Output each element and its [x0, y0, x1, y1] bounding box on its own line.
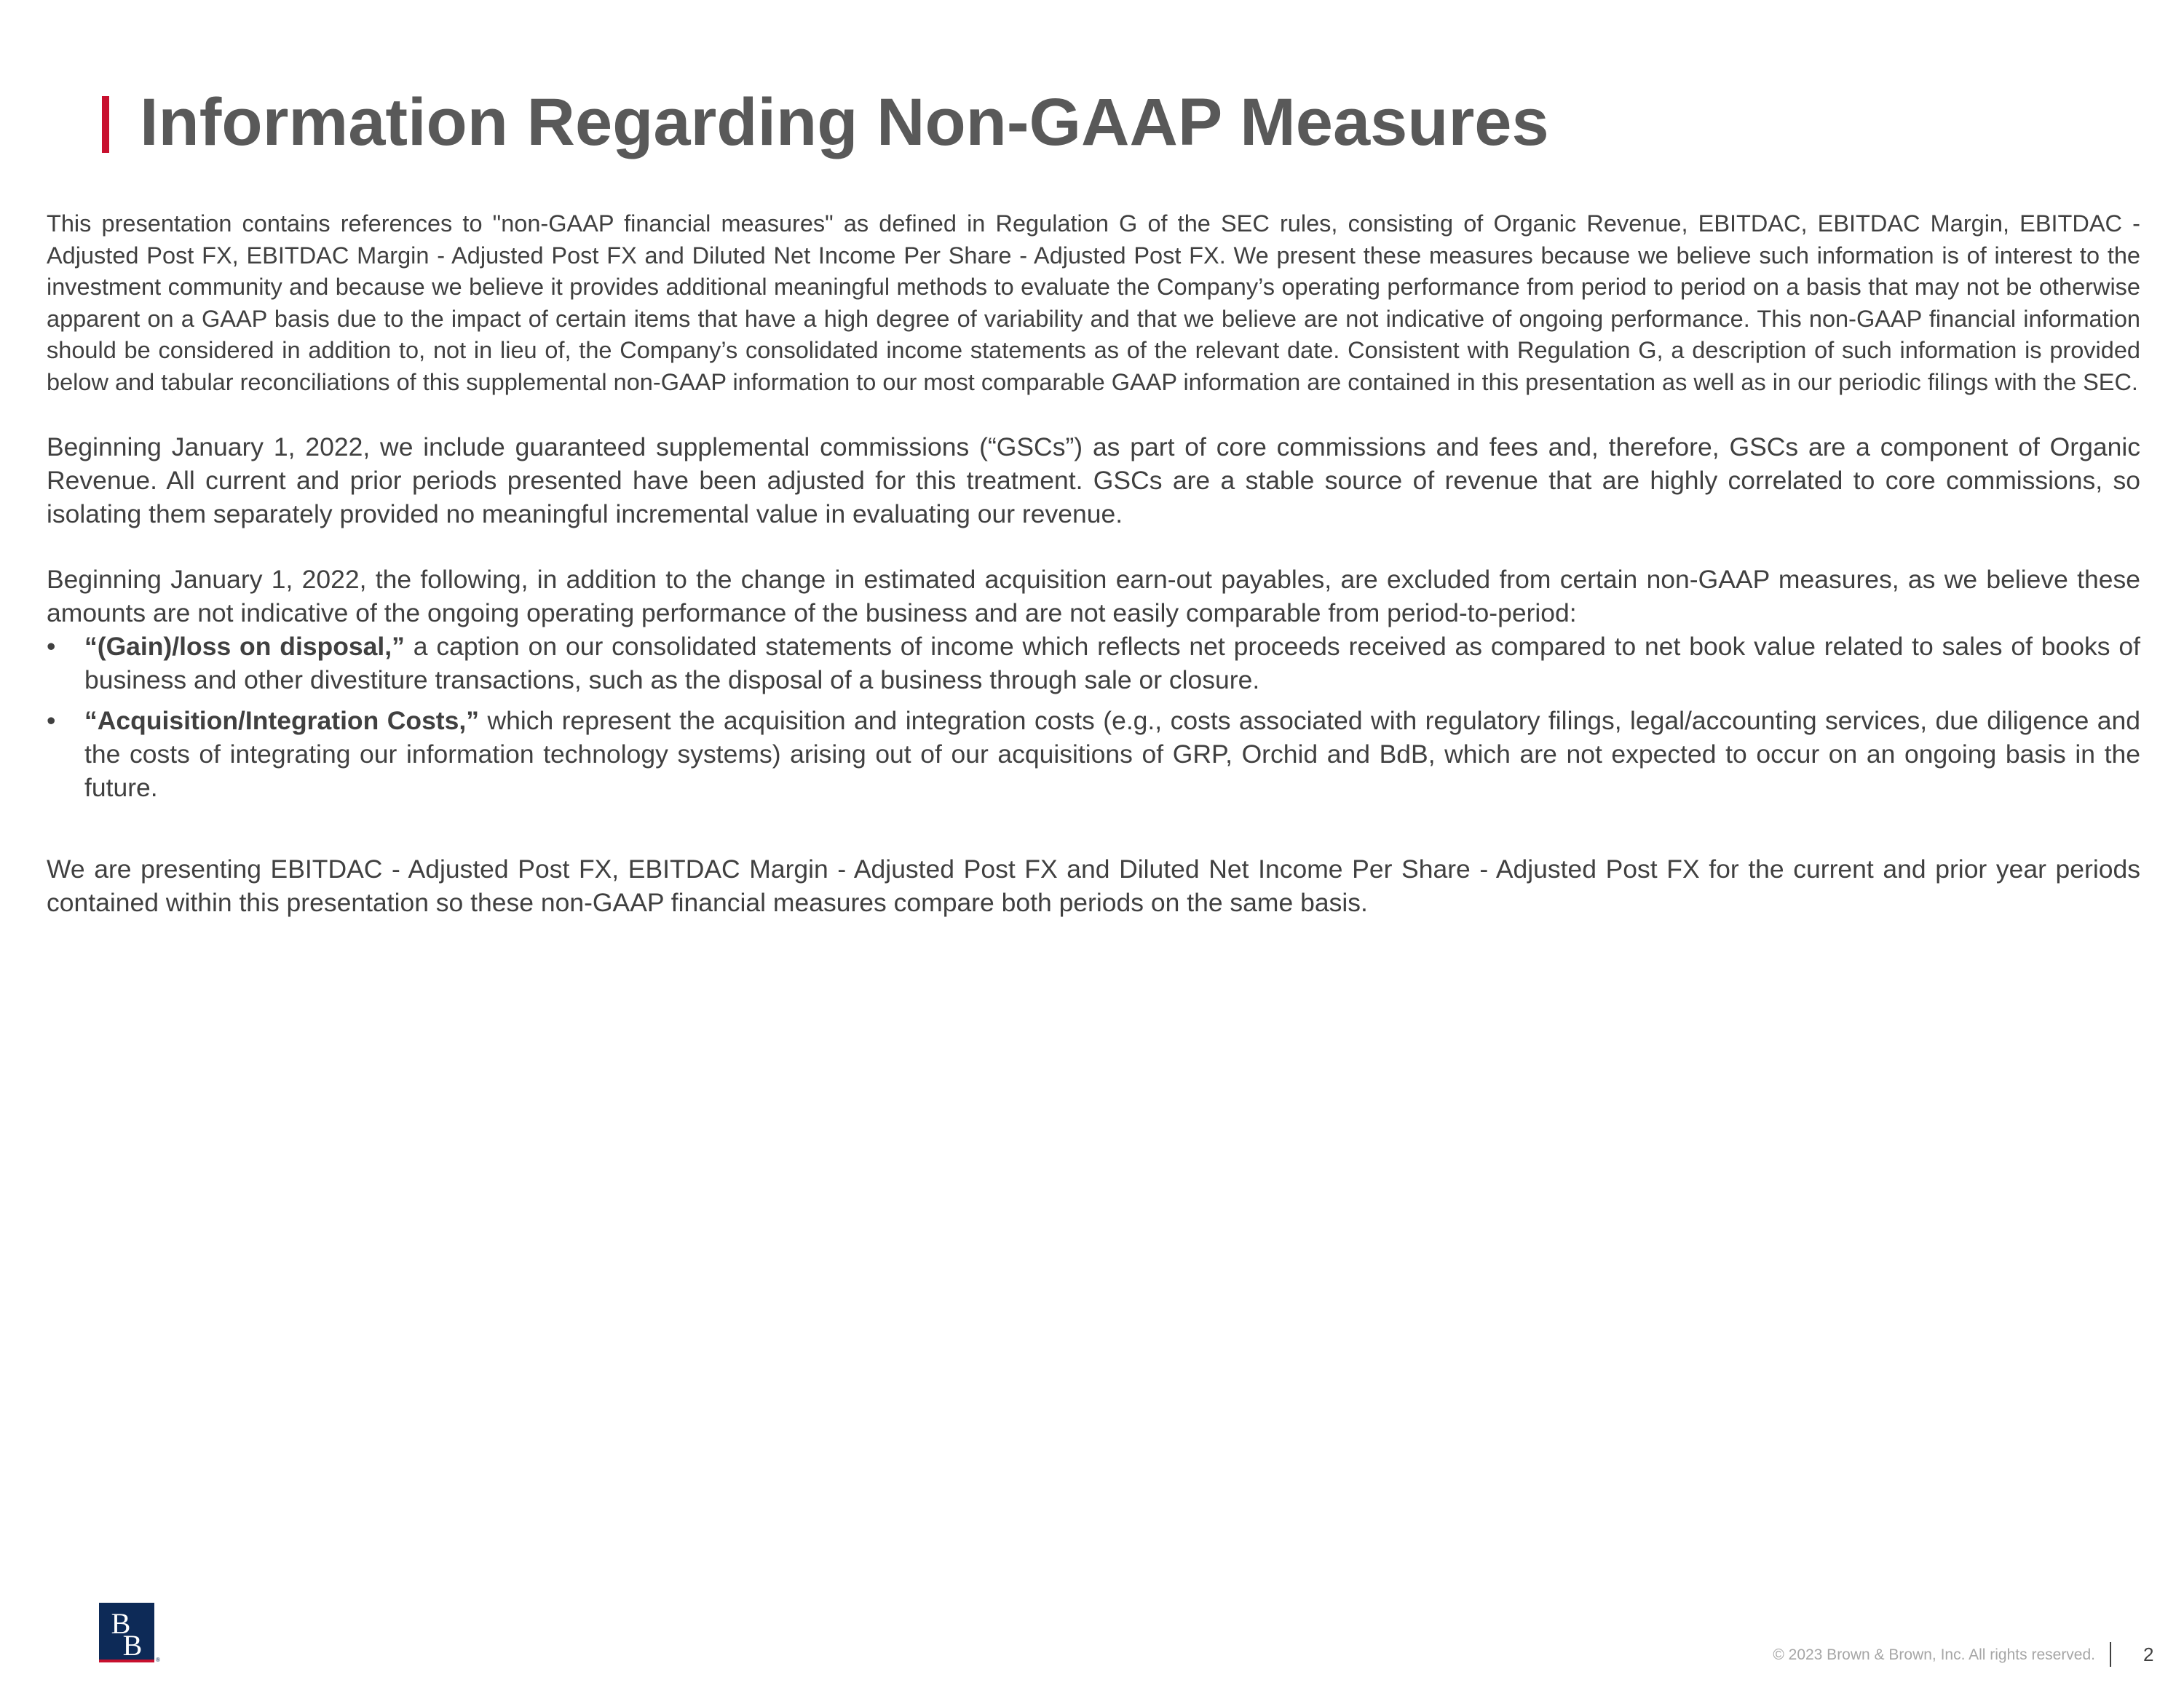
gsc-paragraph: Beginning January 1, 2022, we include guaranteed supplemental commissions (“GSCs”) as part of core commissions and fees and, therefore, GSCs are a component of Organic Revenue. All current and prior periods presented have been adjusted for this treatment. GSCs are a stable source of revenue that are highly correlated to core commissions, so isolating them separately provided no meaningful incremental value in evaluating our revenue. — [47, 432, 2140, 528]
brown-brown-logo — [99, 1603, 154, 1662]
page-number: 2 — [2143, 1644, 2154, 1665]
logo-letter-top: B — [111, 1607, 131, 1640]
title-accent-bar — [102, 96, 109, 153]
logo-trademark: ® — [156, 1657, 160, 1663]
copyright-notice: © 2023 Brown & Brown, Inc. All rights reserved. — [1773, 1646, 2095, 1663]
bb-monogram-icon — [99, 1603, 154, 1660]
list-item-gain-loss — [47, 630, 2140, 697]
exclusions-list — [47, 630, 2140, 804]
bullet-dot: • — [47, 632, 56, 661]
closing-paragraph: We are presenting EBITDAC - Adjusted Post FX, EBITDAC Margin - Adjusted Post FX and Diluted Net Income Per Share - Adjusted Post FX for the current and prior year periods contained within this presentation so these non-GAAP financial measures compare both periods on the same basis. — [47, 855, 2140, 917]
bullet-dot: • — [47, 706, 56, 735]
bullet-term: “Acquisition/Integration Costs,” — [84, 706, 479, 735]
list-item-acquisition-costs — [47, 704, 2140, 804]
bullet-text: a caption on our consolidated statements of income which reflects net proceeds received as compared to net book value related to sales of books of business and other divestiture transactions, such as the disposal of a business through sale or closure. — [84, 632, 2140, 694]
page-title: Information Regarding Non-GAAP Measures — [140, 85, 1549, 159]
exclusions-paragraph: Beginning January 1, 2022, the following, in addition to the change in estimated acquisition earn-out payables, are excluded from certain non-GAAP measures, as we believe these amounts are not indicative of the ongoing operating performance of the business and are not easily comparable from period-to-period: — [47, 565, 2140, 627]
intro-paragraph: This presentation contains references to "non-GAAP financial measures" as defined in Regulation G of the SEC rules, consisting of Organic Revenue, EBITDAC, EBITDAC Margin, EBITDAC - Adjusted Post FX, EBITDAC Margin - Adjusted Post FX and Diluted Net Income Per Share - Adjusted Post FX. We present these measures because we believe such information is of interest to the investment community and because we believe it provides additional meaningful methods to evaluate the Company’s operating performance from period to period on a basis that may not be otherwise apparent on a GAAP basis due to the impact of certain items that have a high degree of variability and that we believe are not indicative of ongoing performance. This non-GAAP financial information should be considered in addition to, not in lieu of, the Company’s consolidated income statements as of the relevant date. Consistent with Regulation G, a description of such information is provided below and tabular reconciliations of this supplemental non-GAAP information to our most comparable GAAP information are contained in this presentation as well as in our periodic filings with the SEC. — [47, 210, 2140, 395]
slide-body — [47, 208, 2140, 919]
logo-letter-bottom: B — [122, 1629, 143, 1660]
footer-divider — [2110, 1642, 2111, 1667]
bullet-term: “(Gain)/loss on disposal,” — [84, 632, 405, 661]
bullet-text: which represent the acquisition and integration costs (e.g., costs associated with regulatory filings, legal/accounting services, due diligence and the costs of integrating our information technology systems) arising out of our acquisitions of GRP, Orchid and BdB, which are not expected to occur on an ongoing basis in the future. — [84, 706, 2141, 802]
